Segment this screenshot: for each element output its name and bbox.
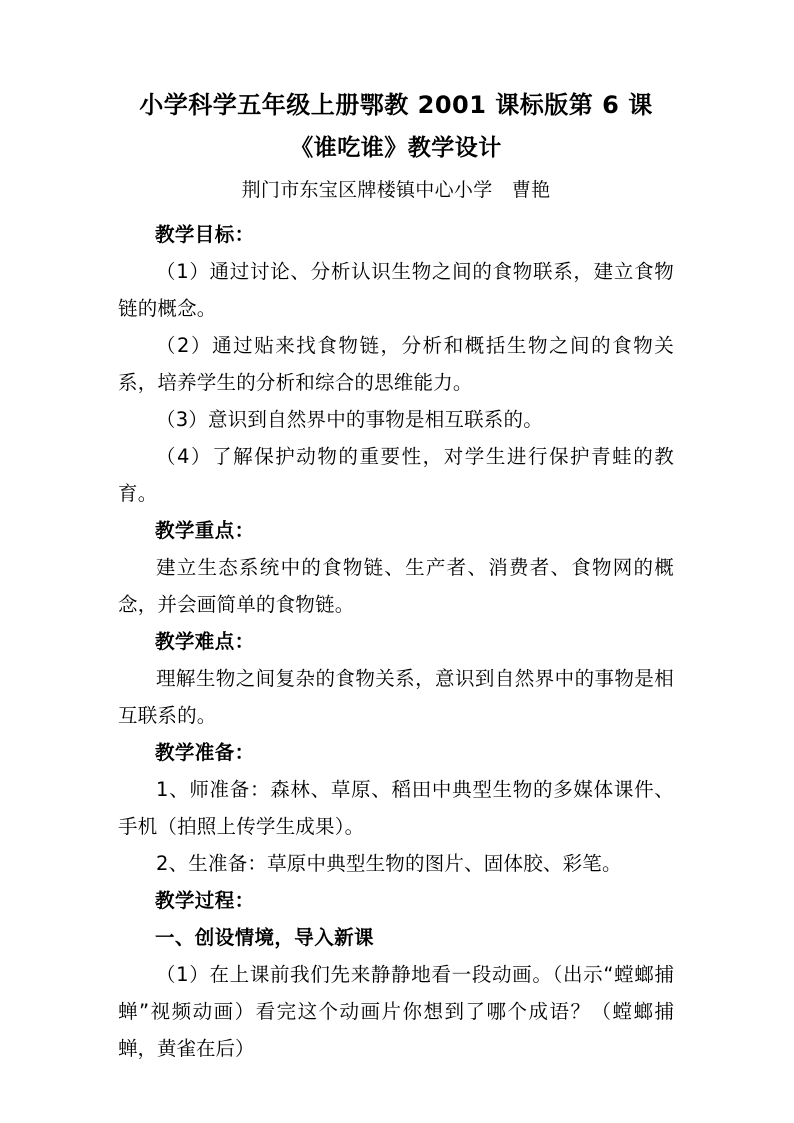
document-subtitle: 《谁吃谁》教学设计 bbox=[290, 135, 502, 161]
objective-item: （1）通过讨论、分析认识生物之间的食物联系，建立食物链的概念。 bbox=[118, 260, 674, 320]
document-title: 小学科学五年级上册鄂教 2001 课标版第 6 课 bbox=[139, 91, 653, 119]
objective-item: （3）意识到自然界中的事物是相互联系的。 bbox=[156, 408, 543, 431]
section-heading-objectives: 教学目标： bbox=[155, 223, 255, 246]
objective-item: （4）了解保护动物的重要性，对学生进行保护青蛙的教育。 bbox=[118, 445, 674, 505]
preparation-item: 2、生准备：草原中典型生物的图片、固体胶、彩笔。 bbox=[156, 852, 622, 875]
difficulties-body: 理解生物之间复杂的食物关系，意识到自然界中的事物是相互联系的。 bbox=[118, 667, 674, 727]
section-heading-step-one: 一、创设情境，导入新课 bbox=[155, 926, 374, 949]
section-heading-process: 教学过程： bbox=[155, 889, 255, 912]
step-one-body: （1）在上课前我们先来静静地看一段动画。（出示“螳螂捕蝉”视频动画）看完这个动画片你想到了哪个成语？（螳螂捕蝉，黄雀在后） bbox=[118, 963, 674, 1060]
section-heading-difficulties: 教学难点： bbox=[155, 630, 255, 653]
document-content bbox=[118, 86, 674, 1067]
section-heading-preparation: 教学准备： bbox=[155, 741, 255, 764]
document-author-line: 荆门市东宝区牌楼镇中心小学 曹艳 bbox=[241, 179, 551, 201]
key-points-body: 建立生态系统中的食物链、生产者、消费者、食物网的概念，并会画简单的食物链。 bbox=[118, 556, 674, 616]
objective-item: （2）通过贴来找食物链，分析和概括生物之间的食物关系，培养学生的分析和综合的思维能力。 bbox=[118, 334, 674, 394]
preparation-item: 1、师准备：森林、草原、稻田中典型生物的多媒体课件、手机（拍照上传学生成果）。 bbox=[118, 778, 674, 838]
section-heading-key-points: 教学重点： bbox=[155, 519, 255, 542]
